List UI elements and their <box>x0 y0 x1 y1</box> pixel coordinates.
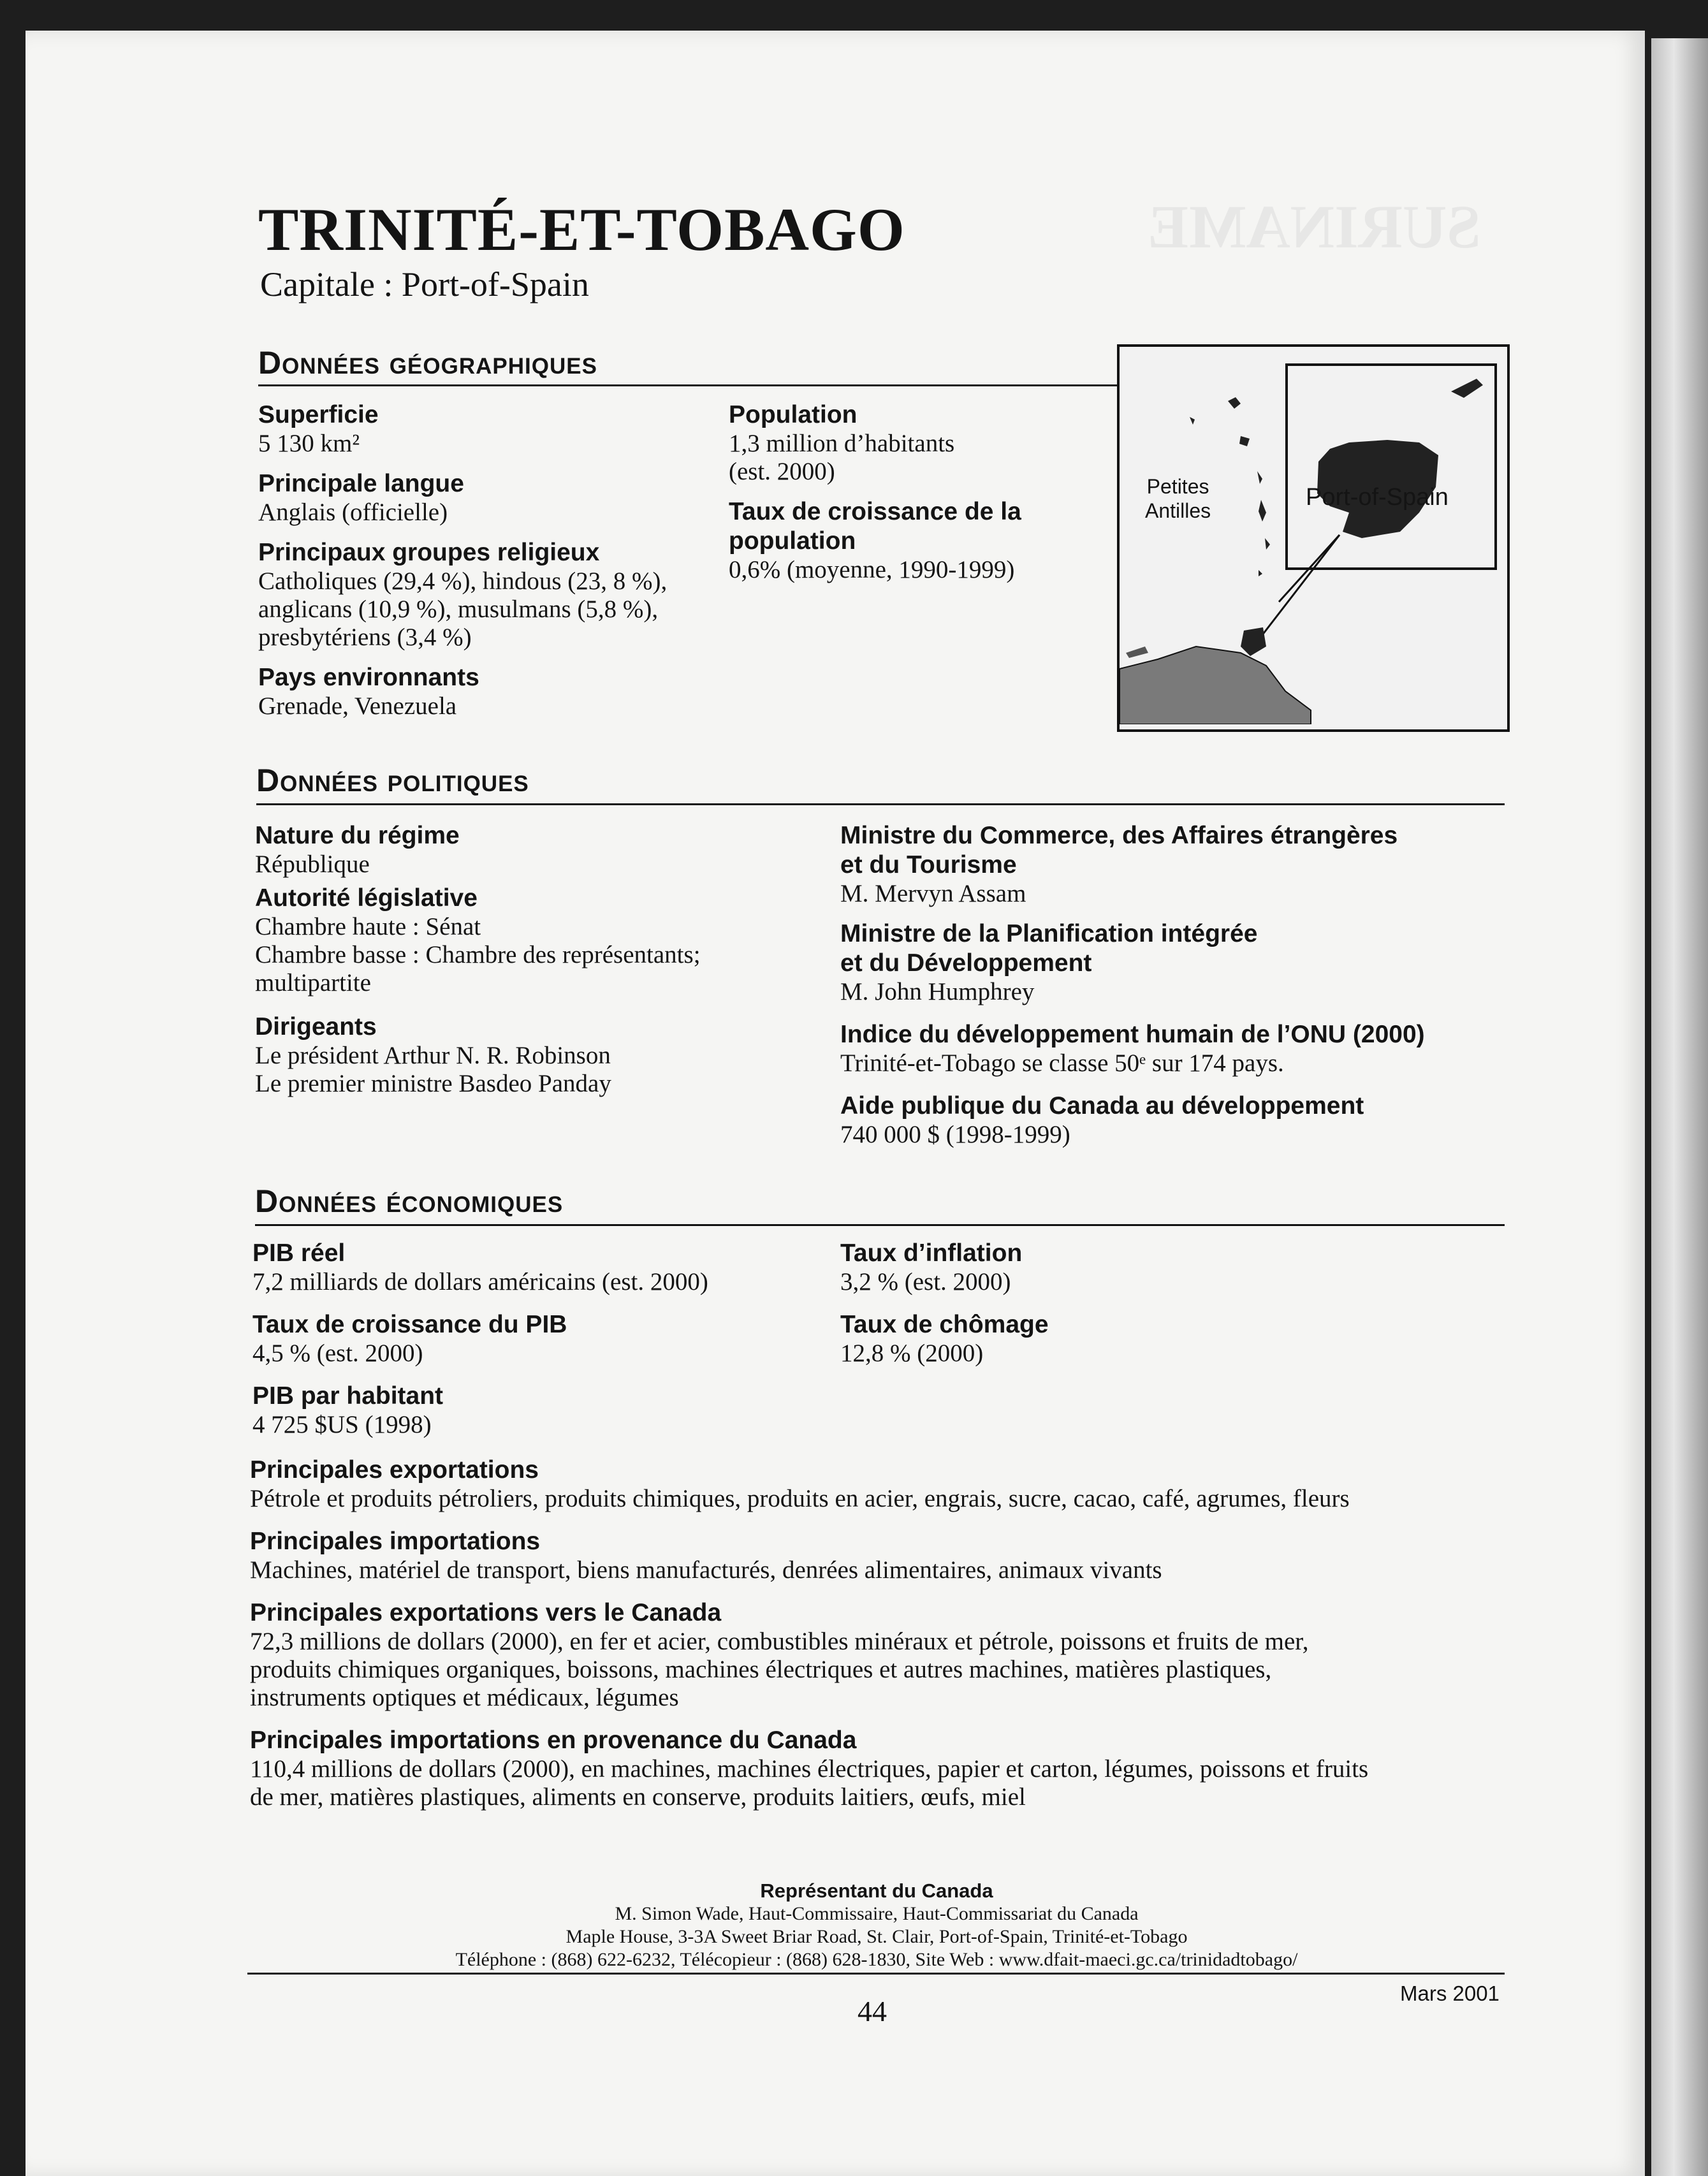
croissance-pib-value: 4,5 % (est. 2000) <box>252 1340 423 1367</box>
population-label: Population <box>729 401 858 428</box>
exp-canada-line: instruments optiques et médicaux, légumes <box>250 1684 679 1711</box>
rep-line: Téléphone : (868) 622-6232, Télécopieur : (868) 628-1830, Site Web : www.dfait-maeci.gc.ca/trinidadtobago/ <box>455 1949 1298 1970</box>
legis-line: Chambre basse : Chambre des représentants; <box>255 941 701 968</box>
projection-line <box>1253 535 1339 646</box>
island-shape <box>1126 646 1148 658</box>
island-shape <box>1265 538 1270 550</box>
langue-label: Principale langue <box>258 470 464 497</box>
inflation-label: Taux d’inflation <box>840 1239 1023 1267</box>
island-shape <box>1259 570 1262 576</box>
geo-left-column <box>258 400 717 720</box>
island-shape <box>1259 500 1266 522</box>
dirigeants-line: Le président Arthur N. R. Robinson <box>255 1042 611 1069</box>
pays-value: Grenade, Venezuela <box>258 692 457 720</box>
exports-label: Principales exportations <box>250 1456 539 1484</box>
ministre-commerce-label: et du Tourisme <box>840 851 1017 879</box>
population-line: 1,3 million d’habitants <box>729 430 955 457</box>
footer-rule <box>247 1973 1505 1975</box>
representative-block <box>249 1880 1505 1971</box>
issue-date: Mars 2001 <box>1400 1982 1500 2005</box>
page-edge <box>1651 38 1708 2176</box>
geo-right-column <box>729 400 1111 584</box>
religion-label: Principaux groupes religieux <box>258 539 600 566</box>
religion-line: anglicans (10,9 %), musulmans (5,8 %), <box>258 595 659 623</box>
section-heading-pol: Données politiques <box>256 763 529 798</box>
page-subtitle: Capitale : Port-of-Spain <box>260 265 589 303</box>
ministre-plan-label: Ministre de la Planification intégrée <box>840 920 1258 947</box>
imp-canada-label: Principales importations en provenance du Canada <box>250 1727 857 1754</box>
pays-label: Pays environnants <box>258 664 479 691</box>
tobago-inset-shape <box>1451 379 1483 398</box>
section-rule-pol <box>256 803 1505 805</box>
croissance-label: population <box>729 527 856 555</box>
island-shape <box>1257 471 1262 484</box>
regime-value: République <box>255 851 370 878</box>
idh-value: Trinité-et-Tobago se classe 50ᵉ sur 174 pays. <box>840 1049 1284 1077</box>
dirigeants-line: Le premier ministre Basdeo Panday <box>255 1070 611 1097</box>
imports-value: Machines, matériel de transport, biens manufacturés, denrées alimentaires, animaux vivants <box>250 1556 1162 1584</box>
dirigeants-label: Dirigeants <box>255 1013 377 1041</box>
inflation-value: 3,2 % (est. 2000) <box>840 1268 1011 1296</box>
idh-label: Indice du développement humain de l’ONU (2000) <box>840 1021 1425 1048</box>
ministre-plan-value: M. John Humphrey <box>840 978 1035 1005</box>
pib-value: 7,2 milliards de dollars américains (est. 2000) <box>252 1268 708 1296</box>
pib-hab-value: 4 725 $US (1998) <box>252 1411 432 1438</box>
pib-label: PIB réel <box>252 1239 346 1267</box>
page-title: TRINITÉ-ET-TOBAGO <box>258 196 905 263</box>
map-label-line: Petites <box>1146 475 1209 498</box>
ministre-commerce-value: M. Mervyn Assam <box>840 880 1026 907</box>
eco-full-width <box>250 1456 1519 1811</box>
croissance-label: Taux de croissance de la <box>729 498 1021 525</box>
section-rule-eco <box>255 1224 1505 1226</box>
island-shape <box>1228 397 1241 409</box>
legis-line: Chambre haute : Sénat <box>255 913 481 940</box>
regime-label: Nature du régime <box>255 822 460 849</box>
eco-right-column <box>840 1239 1414 1368</box>
location-map <box>1117 344 1510 732</box>
map-label-capital: Port-of-Spain <box>1306 484 1449 511</box>
exp-canada-line: produits chimiques organiques, boissons, machines électriques et autres machines, matières plastiques, <box>250 1656 1272 1683</box>
page-number: 44 <box>858 1995 887 2027</box>
trinidad-small-shape <box>1241 627 1266 656</box>
religion-line: presbytériens (3,4 %) <box>258 624 472 651</box>
section-heading-eco: Données économiques <box>255 1183 564 1219</box>
eco-left-column <box>252 1239 826 1439</box>
rep-line: M. Simon Wade, Haut-Commissaire, Haut-Commissariat du Canada <box>615 1903 1139 1924</box>
mainland-shape <box>1120 646 1311 724</box>
rep-line: Maple House, 3-3A Sweet Briar Road, St. Clair, Port-of-Spain, Trinité-et-Tobago <box>566 1926 1188 1947</box>
rep-label: Représentant du Canada <box>760 1880 993 1902</box>
legis-label: Autorité législative <box>255 884 478 912</box>
superficie-value: 5 130 km² <box>258 430 360 457</box>
exports-value: Pétrole et produits pétroliers, produits chimiques, produits en acier, engrais, sucre, cacao, café, agrumes, fleurs <box>250 1485 1350 1512</box>
chomage-value: 12,8 % (2000) <box>840 1340 984 1367</box>
chomage-label: Taux de chômage <box>840 1311 1049 1338</box>
aide-label: Aide publique du Canada au développement <box>840 1092 1364 1120</box>
superficie-label: Superficie <box>258 401 379 428</box>
map-graphic <box>1120 347 1502 724</box>
pol-left-column <box>255 821 829 1098</box>
pol-right-column <box>840 821 1516 1149</box>
aide-value: 740 000 $ (1998-1999) <box>840 1121 1070 1148</box>
religion-line: Catholiques (29,4 %), hindous (23, 8 %), <box>258 567 668 595</box>
population-line: (est. 2000) <box>729 458 835 485</box>
imports-label: Principales importations <box>250 1528 541 1555</box>
imp-canada-line: 110,4 millions de dollars (2000), en machines, machines électriques, papier et carton, légumes, poissons et fruits <box>250 1755 1369 1783</box>
croissance-pib-label: Taux de croissance du PIB <box>252 1311 567 1338</box>
island-shape <box>1239 436 1250 446</box>
exp-canada-label: Principales exportations vers le Canada <box>250 1599 722 1626</box>
island-shape <box>1190 417 1195 425</box>
section-heading-geo: Données géographiques <box>258 345 597 381</box>
croissance-value: 0,6% (moyenne, 1990-1999) <box>729 556 1015 583</box>
ministre-plan-label: et du Développement <box>840 949 1092 977</box>
pib-hab-label: PIB par habitant <box>252 1382 444 1410</box>
map-label-line: Antilles <box>1145 499 1211 522</box>
legis-line: multipartite <box>255 969 371 997</box>
section-rule-geo <box>258 384 1119 386</box>
ministre-commerce-label: Ministre du Commerce, des Affaires étrangères <box>840 822 1398 849</box>
show-through-text: SURINAME <box>1148 193 1481 261</box>
imp-canada-line: de mer, matières plastiques, aliments en conserve, produits laitiers, œufs, miel <box>250 1783 1026 1811</box>
langue-value: Anglais (officielle) <box>258 499 448 526</box>
map-label-antilles <box>1145 474 1211 523</box>
exp-canada-line: 72,3 millions de dollars (2000), en fer et acier, combustibles minéraux et pétrole, poissons et fruits de mer, <box>250 1628 1309 1655</box>
